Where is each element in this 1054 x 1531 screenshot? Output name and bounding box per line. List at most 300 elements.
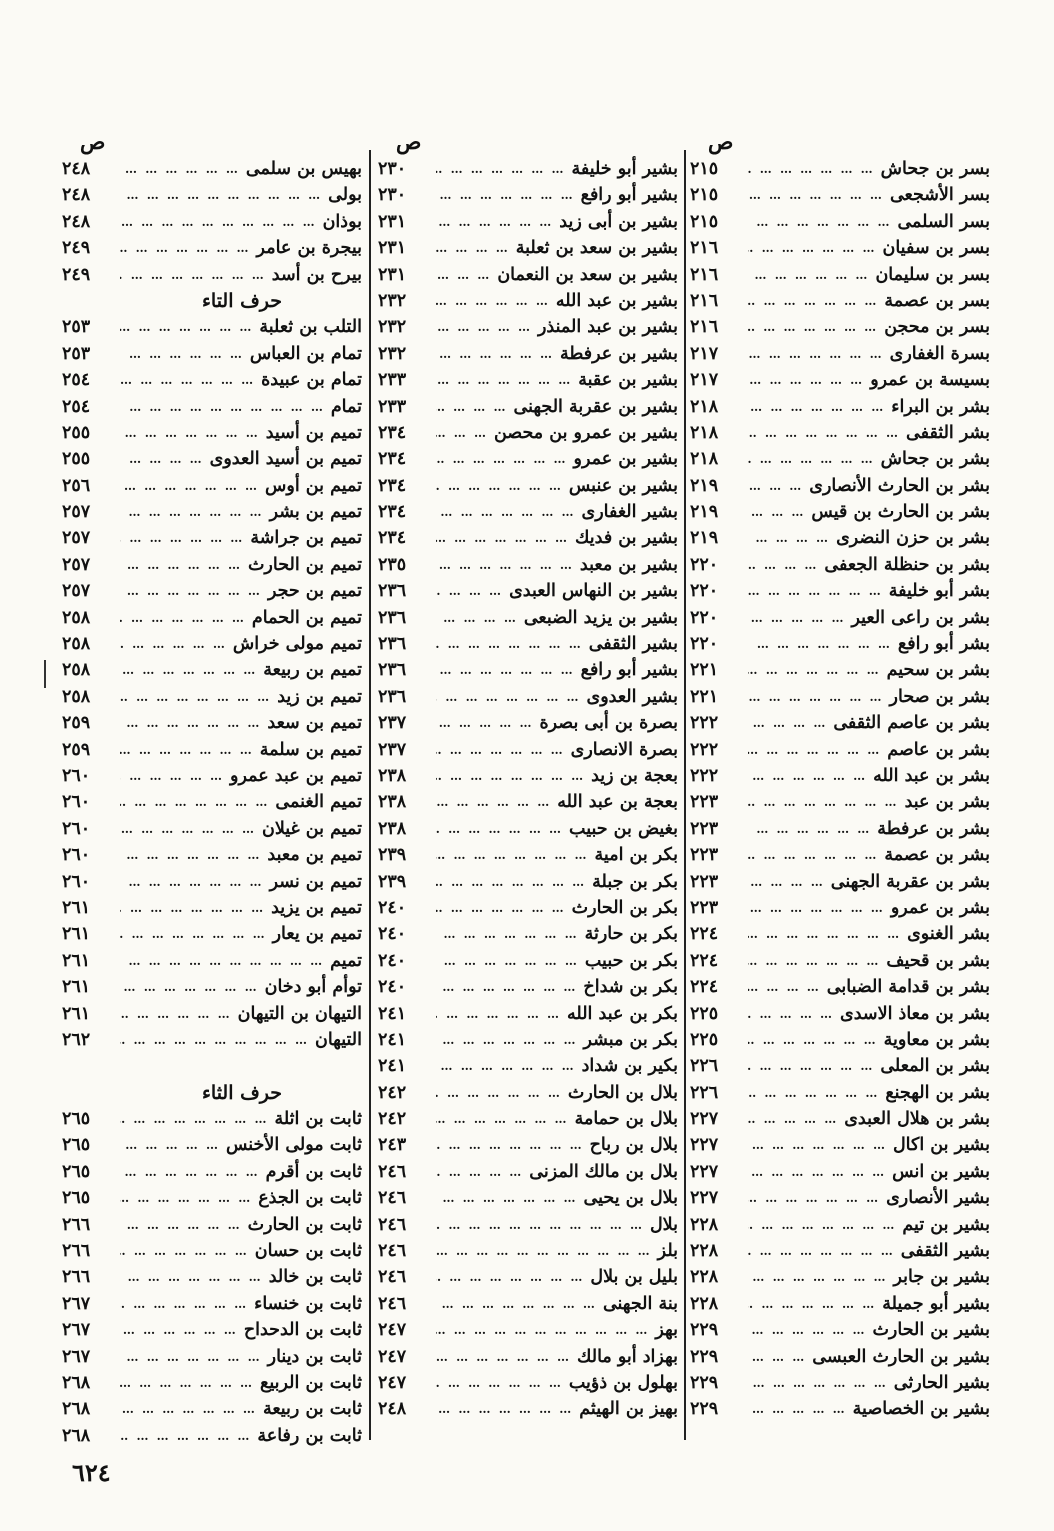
leader-dots [436,842,589,868]
entry-page: ٢٣٧ [378,713,407,734]
leader-dots [748,1396,847,1422]
entry-name: تميم بن سلمة [259,739,362,760]
entry-name: بشر بن الحارث بن قيس [811,502,990,523]
leader-dots [436,1080,562,1106]
entry-name: تميم بن حجر [267,581,362,602]
entry-page: ٢٢٩ [690,1372,719,1393]
page-column-header: ص [396,129,422,154]
leader-dots [120,1027,309,1053]
leader-dots [436,1238,652,1264]
index-entry [690,341,990,367]
leader-dots [748,842,878,868]
entry-page: ٢٢٣ [690,871,719,892]
entry-name: بهيس بن سلمى [245,159,362,179]
index-entry [378,288,678,314]
entry-page: ٢٢٣ [690,792,719,813]
index-entry [690,525,990,551]
index-entry [690,552,990,578]
index-entry [690,1344,990,1370]
entry-page: ٢٢١ [690,660,719,681]
leader-dots [748,314,878,340]
leader-dots [120,552,242,578]
index-entry [690,948,990,974]
entry-page: ٢٤٠ [378,950,407,971]
entry-page: ٢١٥ [690,159,719,179]
entry-page: ٢٤١ [378,1003,407,1024]
entry-name: ثابت بن دينار [267,1346,362,1367]
entry-name: بشر الغنوى [907,924,990,945]
leader-dots [748,288,878,314]
entry-page: ٢٢٧ [690,1109,719,1130]
entry-name: ثابت بن الجذع [258,1188,362,1209]
entry-name: التلب بن ثعلبة [259,317,362,338]
index-entry [378,1291,678,1317]
entry-page: ٢٢٨ [690,1293,719,1314]
entry-page: ٢١٨ [690,396,719,417]
index-entry [690,209,990,235]
entry-page: ٢٣٠ [378,185,407,206]
page-column-header: ص [80,129,106,154]
entry-name: بشر بن عقربة الجهنى [830,871,990,892]
leader-dots [748,525,830,551]
leader-dots [436,156,565,182]
entry-name: بشر بن عبد الله [873,765,990,786]
entry-page: ٢٣٧ [378,739,407,760]
entry-page: ٢٥٨ [62,660,91,681]
entry-page: ٢١٩ [690,502,719,523]
leader-dots [436,1001,561,1027]
entry-page: ٢٥٣ [62,317,91,338]
index-entry [378,1080,678,1106]
leader-dots [120,499,264,525]
entry-name: بشر أبو رافع [897,634,990,655]
entry-name: حرف التاء [201,289,283,312]
leader-dots [120,657,257,683]
entry-page: ٢٦٥ [62,1135,91,1156]
entry-name: بشر الثقفى [906,422,990,443]
leader-dots [120,921,267,947]
index-entry [378,737,678,763]
entry-page: ٢٣٦ [378,686,407,707]
index-entry [690,182,990,208]
index-entry [378,182,678,208]
index-entry [378,578,678,604]
leader-dots [436,578,503,604]
leader-dots [436,209,553,235]
entry-name: بيجرة بن عامر [256,238,362,259]
entry-page: ٢٣١ [378,211,407,232]
index-entry [62,473,362,499]
column-divider [369,150,371,1440]
entry-name: بسرة الغفارى [889,343,990,364]
index-entry [378,1106,678,1132]
entry-name: بشر بن راعى العير [851,607,990,628]
entry-page: ٢٥٨ [62,634,91,655]
leader-dots [436,1370,563,1396]
index-entry [378,684,678,710]
entry-name: بعجة بن عبد الله [557,792,678,813]
leader-dots [120,394,325,420]
entry-list [690,156,990,1423]
index-entry [690,262,990,288]
entry-page: ٢٢٠ [690,607,719,628]
entry-page: ٢٤٢ [378,1109,407,1130]
entry-name: التيهان [314,1029,362,1050]
leader-dots [748,710,827,736]
index-entry [62,1212,362,1238]
leader-dots [748,631,892,657]
entry-page: ٢٢٧ [690,1161,719,1182]
leader-dots [436,1053,576,1079]
entry-name: بشر بن عبد [904,792,990,813]
entry-list [62,156,362,1449]
index-entry [62,869,362,895]
entry-page: ٢٤٧ [378,1320,407,1341]
entry-name: بشير أبو جميلة [882,1293,990,1314]
entry-name: بسر بن سليمان [875,264,990,285]
entry-page: ٢٥٧ [62,581,91,602]
entry-name: بشر بن عمرو [890,897,990,918]
index-entry [690,1185,990,1211]
entry-page: ٢٣٦ [378,660,407,681]
index-entry [378,341,678,367]
index-entry [378,1159,678,1185]
index-entry [690,156,990,182]
entry-page: ٢٦٥ [62,1188,91,1209]
entry-name: بشر بن معاذ الاسدى [840,1003,990,1024]
entry-page: ٢٣٢ [378,343,407,364]
leader-dots [120,737,254,763]
entry-page: ٢٥٧ [62,528,91,549]
entry-name: بيرح بن أسد [271,264,362,285]
entry-name: بهز [655,1320,678,1341]
leader-dots [120,314,253,340]
index-entry [62,341,362,367]
entry-page: ٢٣٨ [378,792,407,813]
index-entry [690,1370,990,1396]
index-entry [378,156,678,182]
index-entry [378,314,678,340]
leader-dots [436,921,579,947]
entry-name: بلال بن حمامة [574,1109,678,1130]
index-entry [378,367,678,393]
entry-page: ٢٤١ [378,1056,407,1077]
entry-name: بشير الأنصارى [886,1188,990,1209]
margin-mark [44,660,46,688]
entry-page: ٢٦٠ [62,818,91,839]
leader-dots [120,974,259,1000]
entry-page: ٢٦٠ [62,765,91,786]
entry-name: بشر بن الحارث الأنصارى [809,475,990,496]
entry-name: بشر بن عصمة [884,845,990,866]
entry-page: ٢٣١ [378,264,407,285]
leader-dots [120,1212,242,1238]
leader-dots [748,578,883,604]
leader-dots [120,1317,238,1343]
leader-dots [120,1238,249,1264]
entry-name: ثابت بن رفاعة [257,1425,362,1446]
entry-name: بشير بن الحارث العبسى [812,1346,990,1367]
leader-dots [120,420,260,446]
leader-dots [120,1423,251,1449]
entry-page: ٢٤٦ [378,1267,407,1288]
entry-page: ٢٣٩ [378,845,407,866]
entry-name: بشير بن اكال [892,1135,990,1156]
entry-name: بكير بن شداد [581,1056,678,1077]
entry-page: ٢٤٧ [378,1346,407,1367]
entry-page: ٢٥٩ [62,739,91,760]
entry-page: ٢٢٨ [690,1214,719,1235]
index-entry [378,789,678,815]
index-entry [690,1080,990,1106]
entry-page: ٢٤٣ [378,1135,407,1156]
entry-page: ٢٦٦ [62,1214,91,1235]
leader-dots [436,262,491,288]
entry-name: بشير الحارثى [893,1372,990,1393]
leader-dots [436,367,572,393]
entry-name: بلال بن يحيى [583,1188,678,1209]
index-entry [62,921,362,947]
leader-dots [748,1317,866,1343]
index-entry [62,1053,362,1079]
index-entry [378,763,678,789]
entry-name: بكر بن حارثة [584,924,678,945]
entry-page: ٢٤٦ [378,1161,407,1182]
entry-page: ٢٥٨ [62,607,91,628]
leader-dots [748,684,884,710]
index-entry [690,1238,990,1264]
entry-page: ٢٦٨ [62,1399,91,1420]
entry-page: ٢١٦ [690,264,719,285]
entry-name: بكر بن شداخ [583,977,678,998]
entry-page: ٢٦٦ [62,1241,91,1262]
entry-page: ٢٣٦ [378,607,407,628]
index-entry [690,1001,990,1027]
index-entry [378,209,678,235]
section-heading [62,1080,362,1106]
entry-page: ٢٦١ [62,897,91,918]
entry-name: بشر بن جحاش [880,449,990,470]
leader-dots [748,1132,887,1158]
index-entry [62,684,362,710]
entry-name: ثابت بن الربيع [260,1372,362,1393]
leader-dots [748,1027,878,1053]
entry-name: بشر بن صحار [889,686,990,707]
leader-dots [120,631,227,657]
index-entry [378,1264,678,1290]
leader-dots [436,1185,578,1211]
entry-name: تميم بن أسيد العدوى [209,449,362,470]
entry-name: توأم أبو دخان [264,977,362,998]
index-entry [62,552,362,578]
index-entry [62,1132,362,1158]
entry-name: بشر أبو خليفة [888,581,990,602]
index-entry [690,737,990,763]
leader-dots [436,605,518,631]
entry-name: بسر بن جحاش [880,159,990,179]
leader-dots [748,948,880,974]
index-entry [62,1291,362,1317]
entry-name: بشر بن قدامة الضبابى [826,977,990,998]
leader-dots [748,974,821,1000]
entry-name: بشير أبو رافع [580,185,678,206]
leader-dots [120,895,265,921]
entry-page: ٢٥٣ [62,343,91,364]
index-entry [62,1106,362,1132]
leader-dots [120,262,266,288]
entry-page: ٢١٧ [690,370,719,391]
index-entry [690,1291,990,1317]
leader-dots [748,1159,886,1185]
entry-name: بشر بن البراء [891,396,990,417]
entry-name: تميم بن بشر [269,502,362,523]
entry-page: ٢٣١ [378,238,407,259]
entry-name: بشير بن عرفطة [560,343,678,364]
entry-page: ٢٥٤ [62,370,91,391]
leader-dots [120,1001,232,1027]
leader-dots [120,1132,220,1158]
entry-name: بشر بن هلال العبدى [844,1109,990,1130]
index-entry [378,1370,678,1396]
entry-page: ٢١٥ [690,211,719,232]
leader-dots [748,763,867,789]
entry-page: ٢٢٤ [690,977,719,998]
leader-dots [436,182,575,208]
entry-name: حرف الثاء [201,1081,283,1104]
leader-dots [748,1238,895,1264]
entry-name: بلز [657,1241,678,1262]
entry-page: ٢٣٨ [378,765,407,786]
index-entry [62,235,362,261]
entry-name: بصرة الانصارى [570,739,678,760]
entry-page: ٢٣٠ [378,159,407,179]
entry-page: ٢٥٥ [62,449,91,470]
index-entry [690,869,990,895]
entry-page: ٢٣٣ [378,370,407,391]
entry-name: بشير بن يزيد الضبعى [523,607,678,628]
index-entry [378,235,678,261]
index-entry [690,789,990,815]
entry-page: ٢٣٣ [378,396,407,417]
leader-dots [120,842,261,868]
entry-name: بشير بن عمرو بن محصن [493,422,678,443]
leader-dots [436,473,563,499]
index-entry [378,1344,678,1370]
leader-dots [436,525,569,551]
entry-name: بلال بن رباح [589,1135,678,1156]
index-entry [62,974,362,1000]
entry-page: ٢٤١ [378,1029,407,1050]
entry-name: تميم بن الحمام [251,607,362,628]
index-entry [62,1396,362,1422]
index-entry [378,605,678,631]
index-entry [62,182,362,208]
leader-dots [748,1370,888,1396]
entry-page: ٢٢٥ [690,1003,719,1024]
entry-name: تميم بن جراشة [250,528,362,549]
entry-list [378,156,678,1423]
entry-page: ٢٢٤ [690,950,719,971]
entry-name: بشير العدوى [586,686,678,707]
entry-page: ٢٢٠ [690,634,719,655]
entry-page: ٢٣٤ [378,502,407,523]
index-entry [690,1396,990,1422]
leader-dots [120,816,256,842]
entry-page: ٢٤٨ [378,1399,407,1420]
leader-dots [748,552,818,578]
leader-dots [748,1001,834,1027]
index-entry [690,605,990,631]
entry-name: تميم الغنمى [275,792,362,813]
index-entry [62,1001,362,1027]
entry-page: ٢٢٩ [690,1399,719,1420]
index-entry [378,974,678,1000]
index-entry [378,525,678,551]
entry-page: ٢٤٧ [378,1372,407,1393]
leader-dots [120,710,261,736]
entry-page: ٢٢٩ [690,1320,719,1341]
leader-dots [436,895,566,921]
index-entry [378,262,678,288]
leader-dots [436,394,507,420]
index-entry [690,631,990,657]
entry-page: ٢٦٠ [62,845,91,866]
entry-name: بشير بن انس [892,1161,990,1182]
index-entry [690,657,990,683]
entry-name: بسر بن سفيان [882,238,990,259]
entry-page: ٢٣٤ [378,449,407,470]
index-entry [62,314,362,340]
entry-name: بشير بن عبد الله [555,290,678,311]
index-entry [62,209,362,235]
leader-dots [748,816,871,842]
leader-dots [748,235,877,261]
leader-dots [120,869,264,895]
index-entry [62,420,362,446]
entry-page: ٢٤٠ [378,977,407,998]
index-entry [690,1212,990,1238]
entry-page: ٢٦٦ [62,1267,91,1288]
entry-name: بشر بن الهجنع [885,1082,990,1103]
entry-page: ٢٤٦ [378,1241,407,1262]
leader-dots [436,1132,584,1158]
index-entry [690,1106,990,1132]
leader-dots [436,420,488,446]
entry-page: ٢٣٦ [378,581,407,602]
leader-dots [120,789,269,815]
leader-dots [748,499,805,525]
leader-dots [748,341,884,367]
entry-name: ثابت بن اثلة [274,1109,362,1130]
leader-dots [436,763,585,789]
entry-name: بليل بن بلال [590,1267,678,1288]
entry-page: ٢٤٨ [62,211,91,232]
leader-dots [748,446,875,472]
index-entry [378,552,678,578]
index-entry [378,1317,678,1343]
leader-dots [120,948,324,974]
index-entry [690,1053,990,1079]
entry-name: بلال [649,1214,678,1235]
entry-name: ثابت بن خالد [268,1267,362,1288]
entry-page: ٢٢١ [690,686,719,707]
index-entry [690,921,990,947]
leader-dots [436,631,583,657]
index-entry [62,657,362,683]
entry-name: ثابت مولى الأخنس [225,1135,362,1156]
index-entry [690,394,990,420]
entry-name: ثابت بن أقرم [265,1161,362,1182]
